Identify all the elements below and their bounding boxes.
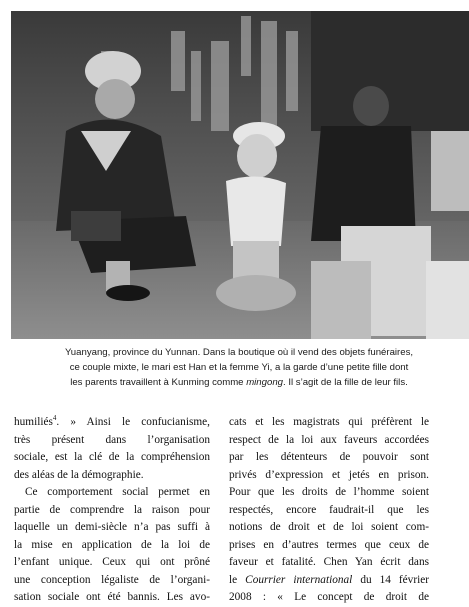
body-line: Pour que les droits de l’homme soient (229, 486, 429, 498)
body-line: 2008 : « Le concept de droit de (229, 591, 429, 603)
photo (11, 11, 469, 339)
caption-term-mingong: mingong (246, 377, 283, 388)
right-column (229, 414, 429, 607)
photo-caption (16, 345, 462, 390)
body-line: laquelle un demi-siècle n’a pas suffi à (14, 521, 210, 533)
body-line: l’enfant unique. Ceux qui ont prôné (14, 556, 210, 568)
body-line: notions de droit et de loi soient com- (229, 521, 429, 533)
body-line: la mise en application de la loi de (14, 538, 210, 551)
body-text: du 14 février (352, 573, 430, 586)
body-line: très présent dans l’organisation (14, 433, 210, 446)
body-text: . » Ainsi le confucianisme, (56, 416, 210, 428)
body-text: le (229, 573, 246, 586)
body-line: privés d’expression et jetés en prison. (229, 468, 429, 481)
caption-line-3-end: . Il s’agit de la fille de leur fils. (283, 377, 408, 388)
body-line: prises en d’autres termes que ceux de (229, 538, 429, 551)
body-line: respect de la loi aux faveurs accordées (229, 433, 429, 446)
caption-line-1: Yuanyang, province du Yunnan. Dans la boutique où il vend des objets funéraires, (64, 347, 414, 358)
body-line: respectés, encore faudrait-il que les (229, 503, 429, 516)
photo-image (11, 11, 469, 339)
footnote-ref[interactable]: 4 (52, 414, 57, 423)
caption-line-2: ce couple mixte, le mari est Han et la femme Yi, a la garde d’une petite fille dont (69, 362, 409, 373)
left-column (14, 414, 210, 607)
body-line: cats et les magistrats qui préfèrent le (229, 416, 429, 428)
body-line: par les détenteurs de pouvoir sont (229, 451, 429, 463)
body-line: Ce comportement social permet en (25, 486, 210, 498)
body-text: humiliés (14, 416, 53, 428)
caption-line-3-start: les parents travaillent à Kunming comme (70, 377, 247, 388)
body-line: sation sociale ont été bannis. Les avo- (14, 591, 210, 603)
publication-title: Courrier international (245, 573, 353, 586)
body-line: partie de comprendre la raison pour (14, 503, 210, 516)
body-line (229, 572, 429, 590)
body-line: des aléas de la démographie. (14, 468, 144, 481)
body-line: faveur et fatalité. Chen Yan écrit dans (229, 556, 429, 568)
caption-line-3 (70, 377, 408, 388)
body-line: sociale, est la clé de la compréhension (14, 451, 210, 463)
body-line (14, 414, 210, 432)
body-line: une conception légaliste de l’organi- (14, 573, 210, 586)
